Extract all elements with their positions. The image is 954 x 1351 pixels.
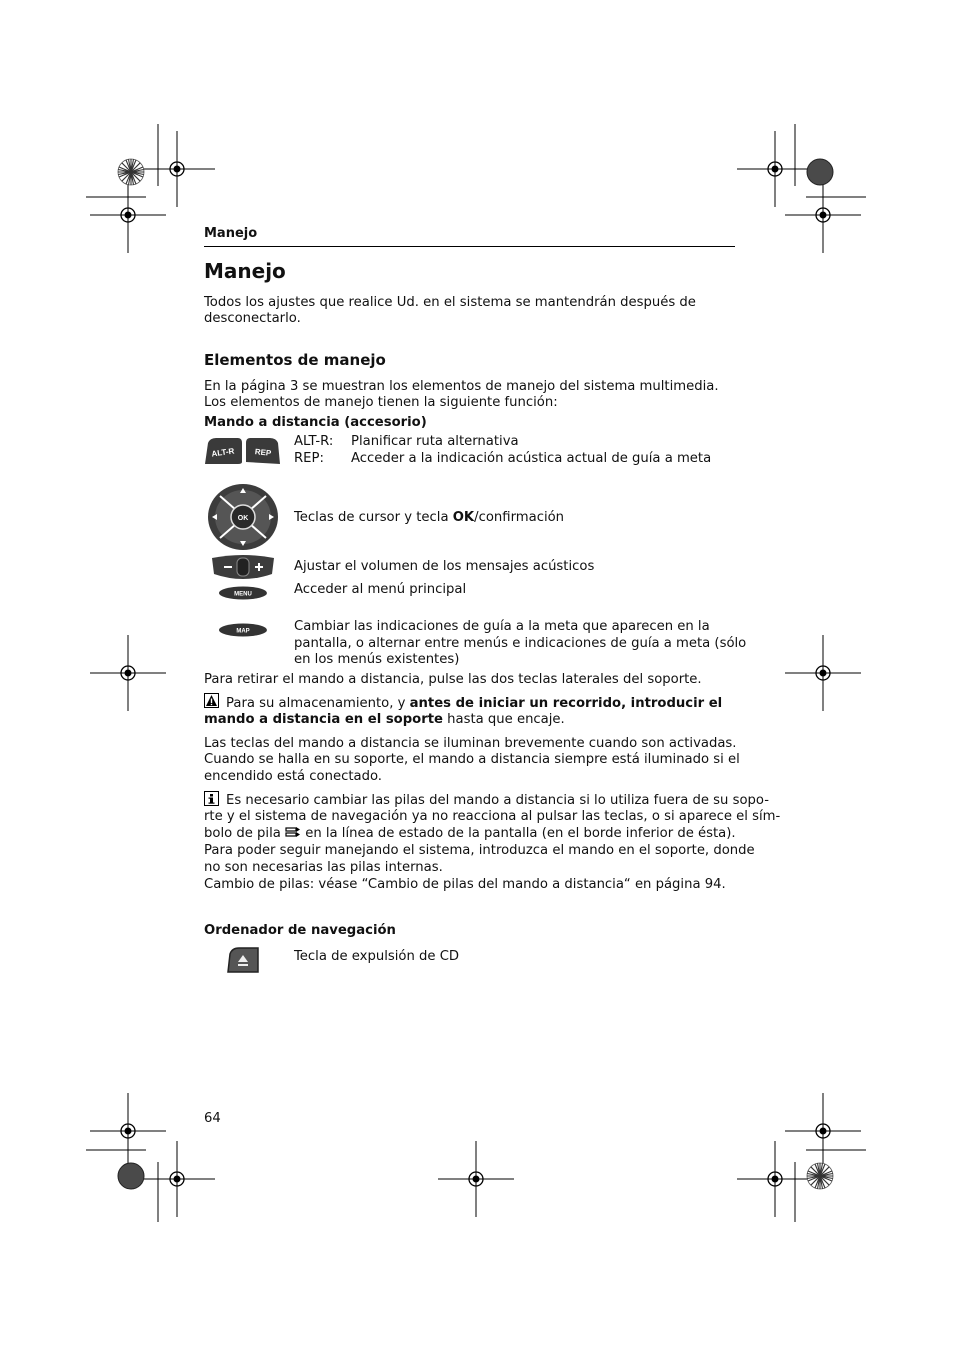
menu-button-icon [219, 585, 269, 601]
cursor-desc: Teclas de cursor y tecla OK/confirmación [294, 510, 565, 525]
info-icon [204, 791, 219, 806]
map-desc-line-3: en los menús existentes) [294, 652, 460, 667]
elements-line-2: Los elementos de manejo tienen la siguiente función: [204, 395, 558, 410]
rep-button-label: REP [254, 447, 272, 458]
battery-icon [285, 826, 301, 838]
rep-desc: Acceder a la indicación acústica actual de guía a meta [351, 451, 712, 466]
info-line-3: bolo de pila en la línea de estado de la pantalla (en el borde inferior de ésta). [204, 826, 736, 841]
page-title: Manejo [204, 259, 286, 283]
info-line-4: Para poder seguir manejando el sistema, introduzca el mando en el soporte, donde [204, 843, 755, 858]
eject-desc: Tecla de expulsión de CD [294, 949, 460, 964]
menu-desc: Acceder al menú principal [294, 582, 467, 597]
map-button-label: MAP [236, 628, 250, 635]
header-rule [204, 246, 735, 247]
info-line-5: no son necesarias las pilas internas. [204, 860, 443, 875]
warning-triangle-icon [204, 693, 219, 708]
intro-line-2: desconectarlo. [204, 311, 301, 326]
page-number: 64 [204, 1111, 221, 1126]
map-desc-line-1: Cambiar las indicaciones de guía a la meta que aparecen en la [294, 619, 710, 634]
running-header: Manejo [204, 226, 258, 241]
rep-key: REP: [294, 451, 324, 466]
elements-line-1: En la página 3 se muestran los elementos de manejo del sistema multimedia. [204, 379, 719, 394]
cursor-pad-icon [206, 483, 280, 551]
section-heading: Elementos de manejo [204, 351, 386, 369]
altr-desc: Planificar ruta alternativa [351, 434, 519, 449]
cd-eject-button-icon [226, 946, 260, 974]
ok-button-label: OK [237, 515, 249, 522]
map-button-icon [219, 622, 269, 638]
menu-button-label: MENU [234, 591, 252, 598]
map-desc-line-2: pantalla, o alternar entre menús e indicaciones de guía a meta (sólo [294, 636, 747, 651]
illumination-line-1: Las teclas del mando a distancia se iluminan brevemente cuando son activadas. [204, 736, 737, 751]
volume-buttons-icon [210, 552, 276, 582]
info-line-1: Es necesario cambiar las pilas del mando a distancia si lo utiliza fuera de su sopo- [226, 793, 769, 808]
warning-line-1: Para su almacenamiento, y antes de iniciar un recorrido, introducir el [226, 696, 723, 711]
warning-line-2: mando a distancia en el soporte hasta que encaje. [204, 712, 565, 727]
info-line-2: rte y el sistema de navegación ya no reacciona al pulsar las teclas, o si aparece el sím- [204, 809, 781, 824]
altr-button-label: ALT-R [210, 446, 235, 459]
altr-key: ALT-R: [294, 434, 334, 449]
intro-line-1: Todos los ajustes que realice Ud. en el sistema se mantendrán después de [204, 295, 696, 310]
illumination-line-2: Cuando se halla en su soporte, el mando a distancia siempre está iluminado si el [204, 752, 740, 767]
navigation-heading: Ordenador de navegación [204, 923, 396, 938]
volume-desc: Ajustar el volumen de los mensajes acústicos [294, 559, 595, 574]
illumination-line-3: encendido está conectado. [204, 769, 382, 784]
info-line-6: Cambio de pilas: véase “Cambio de pilas del mando a distancia“ en página 94. [204, 877, 726, 892]
altr-rep-buttons-icon [202, 436, 282, 466]
remote-heading: Mando a distancia (accesorio) [204, 415, 427, 430]
remove-note: Para retirar el mando a distancia, pulse las dos teclas laterales del soporte. [204, 672, 702, 687]
